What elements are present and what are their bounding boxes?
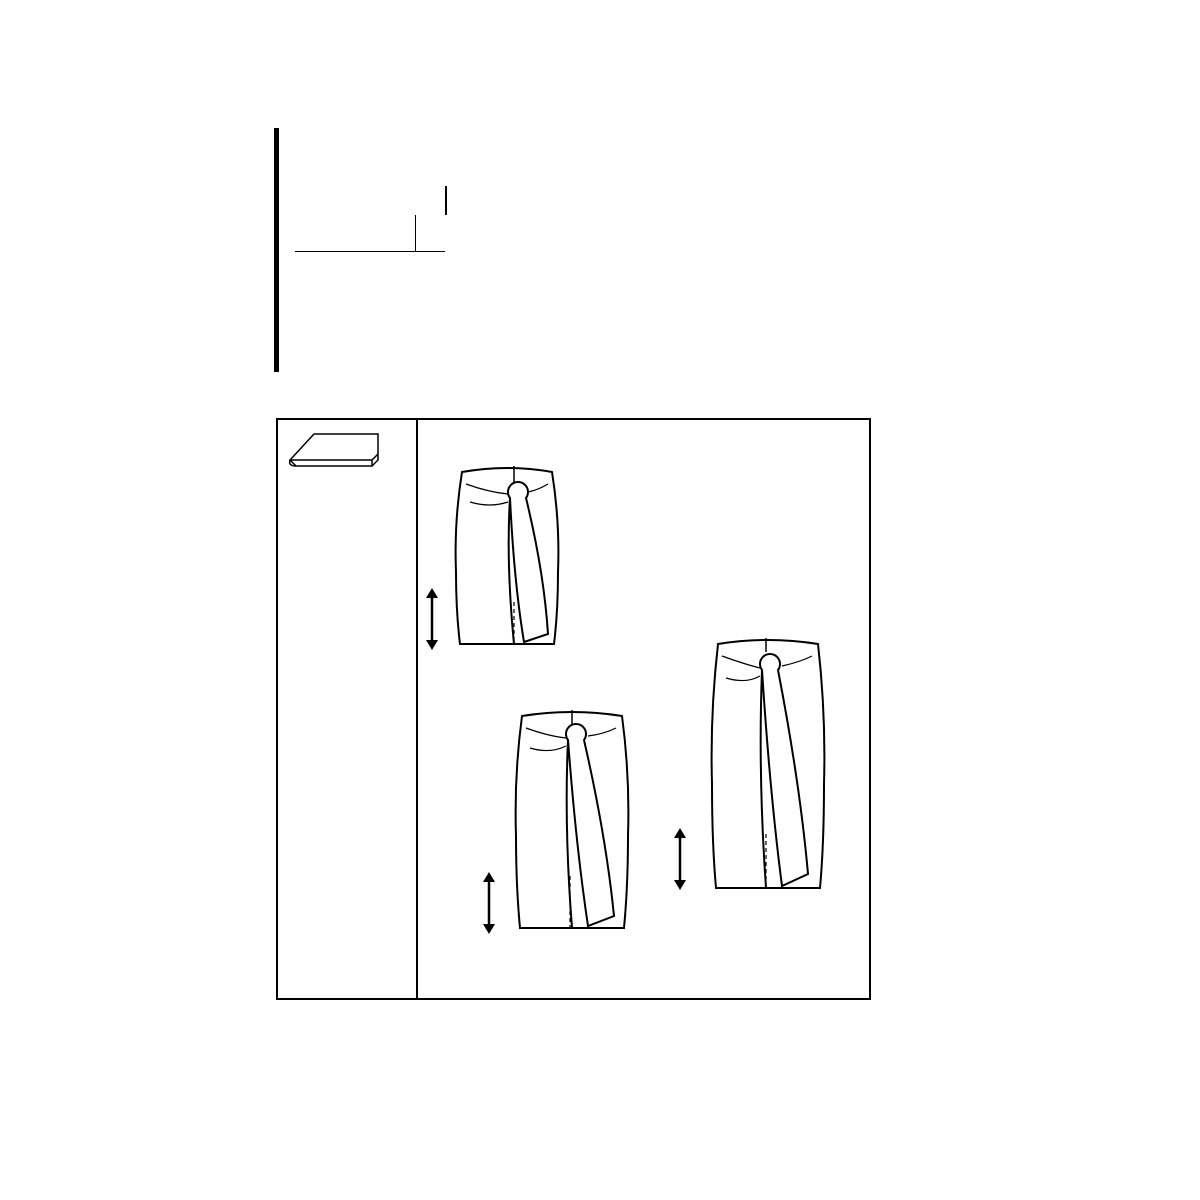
view-c-length-arrow-icon	[668, 828, 692, 890]
us-label	[416, 233, 446, 252]
skirt-view-b-illustration	[508, 706, 638, 936]
view-a-length-arrow-icon	[420, 588, 444, 650]
sidebar-divider	[416, 418, 418, 1000]
yardage-table	[295, 186, 447, 252]
section-bar	[274, 128, 279, 372]
view-b-length-arrow-icon	[477, 872, 501, 934]
skirt-view-a-illustration	[448, 462, 568, 654]
eur-label	[416, 215, 446, 233]
sizes-label	[295, 215, 416, 233]
fabric-bolt-icon	[286, 428, 382, 474]
width-140-header	[446, 186, 447, 215]
skirt-view-c-illustration	[704, 634, 834, 896]
